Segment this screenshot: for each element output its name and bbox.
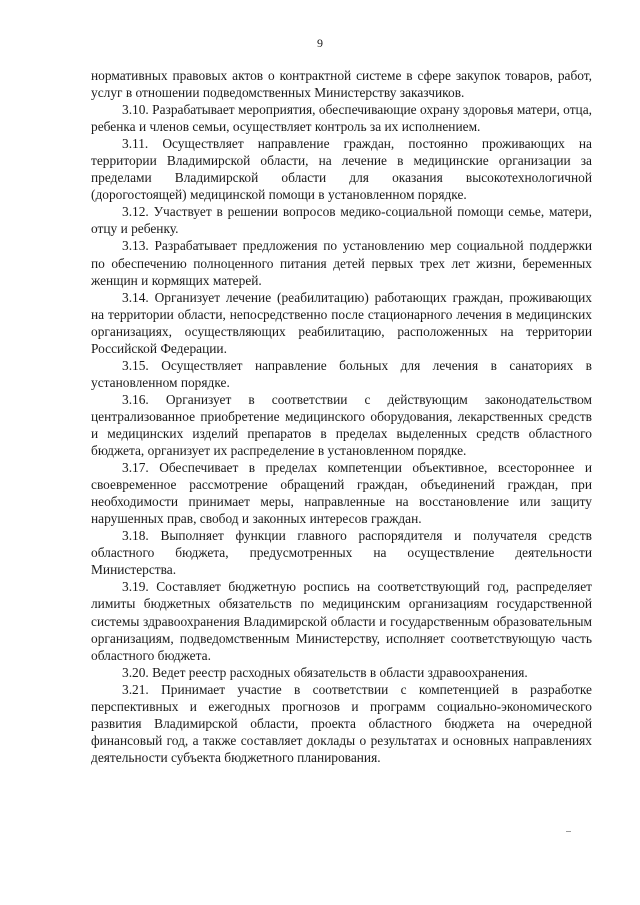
clause-3-10: 3.10. Разрабатывает мероприятия, обеспечивающие охрану здоровья матери, отца, ребенка и членов семьи, осуществляет контроль за их исполнением. <box>91 102 592 135</box>
clause-3-13: 3.13. Разрабатывает предложения по установлению мер социальной поддержки по обеспечению полноценного питания детей первых трех лет жизни, беременных женщин и кормящих матерей. <box>91 238 592 288</box>
page-body <box>91 67 592 766</box>
clause-3-14: 3.14. Организует лечение (реабилитацию) работающих граждан, проживающих на территории области, непосредственно после стационарного лечения в медицинских организациях, осуществляющих реабилитацию, расположенных на территории Российской Федерации. <box>91 289 592 356</box>
clause-3-20: 3.20. Ведет реестр расходных обязательств в области здравоохранения. <box>122 664 528 680</box>
clause-3-17: 3.17. Обеспечивает в пределах компетенции объективное, всестороннее и своевременное рассмотрение обращений граждан, объединений граждан, при необходимости принимает меры, направленные на восстановление или защиту нарушенных прав, свобод и законных интересов граждан. <box>91 460 592 527</box>
clause-3-21: 3.21. Принимает участие в соответствии с компетенцией в разработке перспективных и ежегодных прогнозов и программ социально-экономического развития Владимирской области, проекта областного бюджета на очередной финансовый год, а также составляет доклады о результатах и основных направлениях деятельности субъекта бюджетного планирования. <box>91 681 592 765</box>
paragraph-continuation: нормативных правовых актов о контрактной системе в сфере закупок товаров, работ, услуг в отношении подведомственных Министерству заказчиков. <box>91 68 592 101</box>
page-number: 9 <box>317 36 323 50</box>
scan-mark <box>566 831 571 832</box>
clause-3-18: 3.18. Выполняет функции главного распорядителя и получателя средств областного бюджета, предусмотренных на осуществление деятельности Министерства. <box>91 528 592 578</box>
clause-3-15: 3.15. Осуществляет направление больных для лечения в санаториях в установленном порядке. <box>91 357 592 390</box>
clause-3-19: 3.19. Составляет бюджетную роспись на соответствующий год, распределяет лимиты бюджетных обязательств по медицинским организациям государственной системы здравоохранения Владимирской области и государственным образовательным организациям, подведомственным Министерству, исполняет соответствующую часть областного бюджета. <box>91 579 592 663</box>
clause-3-16: 3.16. Организует в соответствии с действующим законодательством централизованное приобретение медицинского оборудования, лекарственных средств и медицинских изделий препаратов в пределах выделенных средств областного бюджета, организует их распределение в установленном порядке. <box>91 391 592 459</box>
clause-3-12: 3.12. Участвует в решении вопросов медико-социальной помощи семье, матери, отцу и ребенку. <box>91 204 592 237</box>
clause-3-11: 3.11. Осуществляет направление граждан, постоянно проживающих на территории Владимирской области, на лечение в медицинские организации за пределами Владимирской области для оказания высокотехнологичной (дорогостоящей) медицинской помощи в установленном порядке. <box>91 136 592 203</box>
